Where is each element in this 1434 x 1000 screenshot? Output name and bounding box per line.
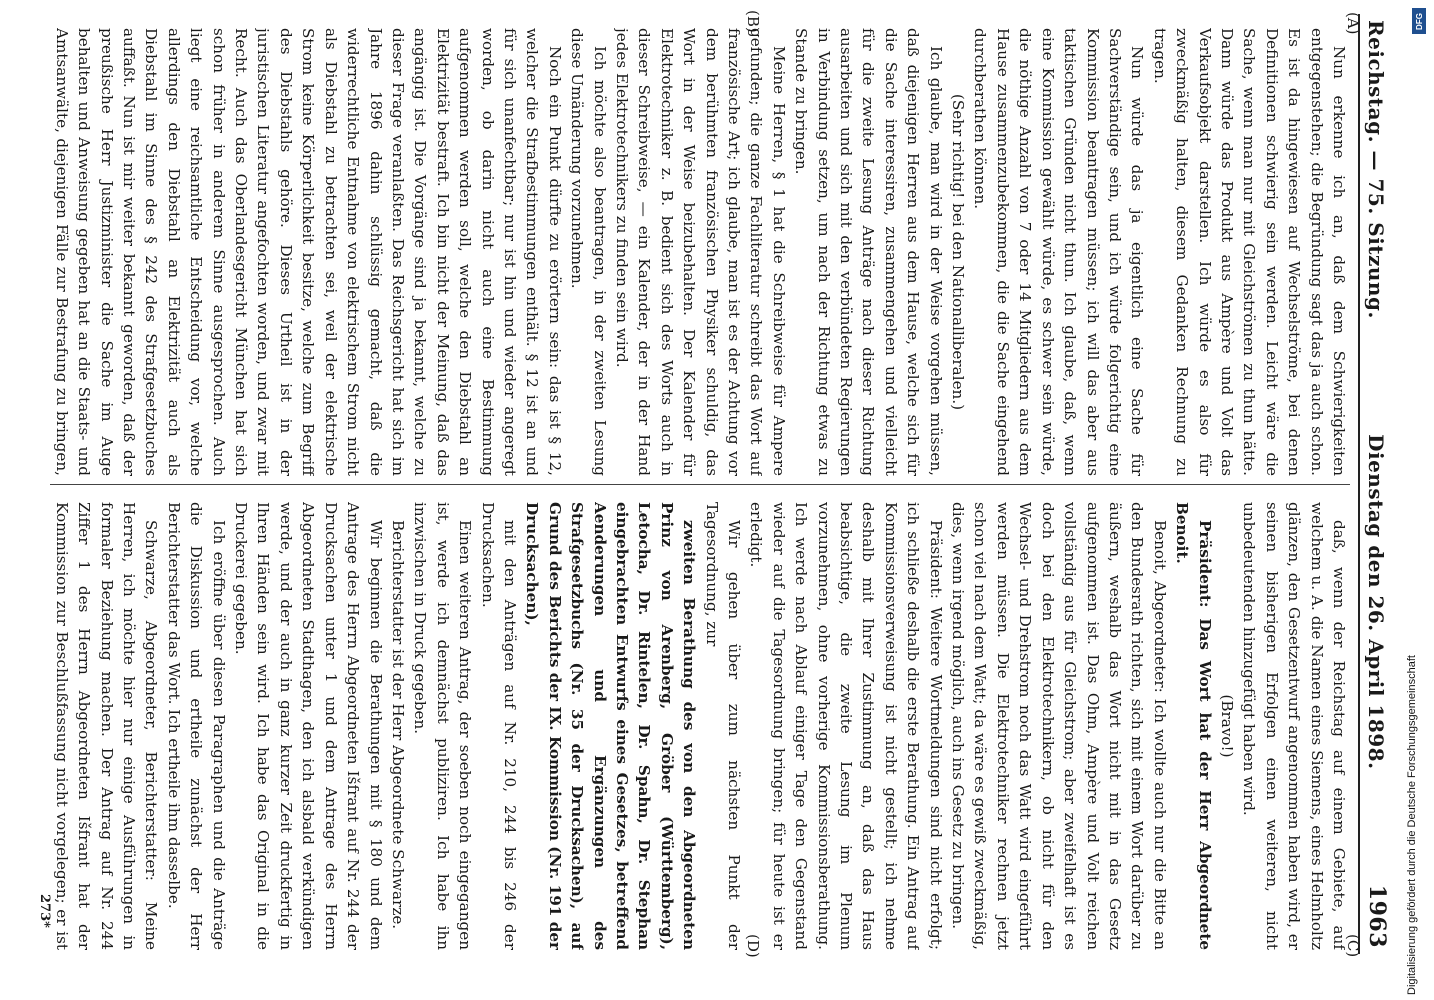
interjection: (Bravo!) (1217, 694, 1236, 758)
paragraph: daß, wenn der Reichstag auf einem Gebiete, auf welchem u. A. die Namen eines Siemens, eines Helmholtz glänzen, den Gesetzentwurf angenommen haben wird, er seinen bisherigen Erfolgen einen weiteren, nicht unbedeutenden hinzugefügt haben wird. (1240, 502, 1348, 950)
paragraph: Wir gehen über zum nächsten Punkt der Tagesordnung, zur (702, 502, 744, 950)
margin-marker-b: (B) (744, 10, 762, 33)
paragraph: mit den Anträgen auf Nr. 210, 244 bis 246 der Drucksachen. (478, 502, 519, 950)
paragraph: Ich möchte also beantragen, in der zweiten Lesung diese Umänderung vorzunehmen. (568, 28, 609, 476)
paragraph: Noch ein Punkt dürfte zu erörtern sein: das ist § 12, welcher die Strafbestimmungen enthält. § 12 ist an und für sich unanfechtbar; nur ist hin und wieder angeregt worden, ob darin nicht auch eine Bestimmung aufgenommen werden soll, welche den Diebstahl an Elektrizität bestraft. Ich bin nicht der Meinung, daß das angängig ist. Die Vorgänge sind ja bekannt, welche zu dieser Frage veranlaßten. Das Reichsgericht hat sich im Jahre 1896 dahin schlüssig gemacht, daß die widerrechtliche Entnahme von elektrischem Strom nicht als Diebstahl zu betrachten sei, weil der elektrische Strom keine Körperlichkeit besitze, welche zum Begriff des Diebstahls gehöre. Dieses Urtheil ist in der juristischen Literatur angefochten worden, und zwar mit Recht. Auch das Oberlandesgericht München hat sich schon früher in anderem Sinne ausgesprochen. Auch liegt eine reichsamtliche Entscheidung vor, welche allerdings den Diebstahl an Elektrizität auch als Diebstahl im Sinne des § 242 des Strafgesetzbuches auffaßt. Nun ist mir weiter bekannt geworden, daß der preußische Herr Justizminister die Sache im Auge behalten und Anweisung gegeben hat an die Staats- und Amtsanwälte, diejenigen Fälle zur Bestrafung zu bringen, (52, 28, 564, 476)
margin-marker-c: (C) (1344, 934, 1362, 958)
margin-marker-d: (D) (744, 934, 762, 958)
paragraph: Präsident: Weitere Wortmeldungen sind nicht erfolgt; ich schließe deshalb die erste Berathung. Ein Antrag auf Kommissionsverweisung ist nicht gestellt; ich nehme deshalb mit Ihrer Zustimmung an, daß das Haus beabsichtige, die zweite Lesung im Plenum vorzunehmen, ohne vorherige Kommissionsberathung. Ich werde nach Ablauf einiger Tage den Gegenstand wieder auf die Tagesordnung bringen; für heute ist er erledigt. (747, 502, 945, 950)
footnote-number: 273* (37, 894, 52, 928)
paragraph: Nun erkenne ich an, daß dem Schwierigkeiten entgegenstehen; die Begründung sagt das ja auch schon. Es ist da hingewiesen auf Wechselströme, bei denen Definitionen schwierig sein werden. Leicht wäre die Sache, wenn man nur mit Gleichströmen zu thun hätte. Dann würde das Produkt aus Ampère und Volt das Verkaufsobjekt darstellen. Ich würde es also für zweckmäßig halten, diesem Gedanken Rechnung zu tragen. (1150, 28, 1348, 476)
paragraph: Schwarze, Abgeordneter, Berichterstatter: Meine Herren, ich möchte hier nur einige Ausführungen in formaler Beziehung machen. Der Antrag auf Nr. 244 Ziffer 1 des Herrn Abgeordneten Išfrant hat der Kommission zur Beschlußfassung nicht vorgelegen; er ist (52, 502, 161, 950)
agenda-item: zweiten Berathung des von den Abgeordneten Prinz von Arenberg, Gröber (Württemberg), Letocha, Dr. Rintelen, Dr. Spahn, Dr. Stephan eingebrachten Entwurfs eines Gesetzes, betreffend Aenderungen und Ergänzungen des Strafgesetzbuchs (Nr. 35 der Drucksachen), auf Grund des Berichts der IX. Kommission (Nr. 191 der Drucksachen), (523, 502, 699, 950)
page-number: 1963 (1364, 884, 1390, 948)
speaker-intro: Präsident: Das Wort hat der Herr Abgeordnete Benoit. (1173, 502, 1214, 950)
paragraph: Benoit, Abgeordneter: Ich wollte auch nur die Bitte an den Bundesrath richten, sich mit einem Wort darüber zu äußern, weshalb das Wort nicht mit in das Gesetz aufgenommen ist. Das Ohm, Ampère und Volt reichen vollständig aus für Gleichstrom; aber zweifelhaft ist es doch bei den Elektrotechnikern, ob nicht für den Wechsel- und Drehstrom noch das Watt wird eingeführt werden müssen. Die Elektrotechniker rechnen jetzt schon viel nach dem Watt; da wäre es gewiß zweckmäßig, dies, wenn irgend möglich, auch ins Gesetz zu bringen. (949, 502, 1169, 950)
paragraph: Berichterstatter ist der Herr Abgeordnete Schwarze. (388, 520, 407, 930)
newspaper-page (22, 10, 1422, 958)
header-date: Dienstag den 26. April 1898. (1364, 434, 1388, 770)
left-column (50, 28, 1350, 476)
paragraph: Ich glaube, man wird in der Weise vorgehen müssen, daß diejenigen Herren aus dem Hause, welche sich für die Sache interessiren, zusammengehen und vielleicht für die zweite Lesung Anträge nach dieser Richtung ausarbeiten und sich mit den verbündeten Regierungen in Verbindung setzen, um nach der Richtung etwas zu Stande zu bringen. (792, 28, 945, 476)
interjection: (Sehr richtig! bei den Nationalliberalen.) (949, 93, 968, 411)
digitization-credit (1406, 10, 1428, 995)
paragraph: Einen weiteren Antrag, der soeben noch eingegangen ist, werde ich demnächst publiziren. Ich habe ihn inzwischen in Druck gegeben. (411, 502, 475, 950)
right-column (50, 502, 1350, 950)
paragraph: Nun würde das ja eigentlich eine Sache für Sachverständige sein, und ich würde folgerichtig eine Kommission beantragen müssen; ich will das aber aus taktischen Gründen nicht thun. Ich glaube, daß, wenn eine Kommission gewählt würde, es schwer sein würde, die nöthige Anzahl von 7 oder 14 Mitgliedern aus dem Hause zusammenzubekommen, die die Sache eingehend durchberathen können. (971, 28, 1147, 476)
dfg-logo: DFG (1412, 8, 1426, 34)
paragraph: Wir beginnen die Berathungen mit § 180 und dem Antrage des Herrn Abgeordneten Išfrant auf Nr. 244 der Drucksachen unter 1 und dem Antrage des Herrn Abgeordneten Stadthagen, den ich alsbald verkündigen werde, und der auch in ganz kurzer Zeit druckfertig in Ihren Händen sein wird. Ich habe das Original in die Druckerei gegeben. (232, 502, 385, 950)
margin-marker-a: (A) (1344, 12, 1362, 35)
paragraph: Meine Herren, § 1 hat die Schreibweise für Ampere gefunden; die ganze Fachliteratur schreibt das Wort auf französische Art; ich glaube, man ist es der Achtung vor dem berühmten französischen Physiker schuldig, das Wort in der Weise beizubehalten. Der Kalender für Elektrotechniker z. B. bedient sich des Worts auch in dieser Schreibweise, — ein Kalender, der in der Hand jedes Elektrotechnikers zu finden sein wird. (613, 28, 788, 476)
credit-text: Digitalisierung gefördert durch die Deutsche Forschungsgemeinschaft (1406, 655, 1418, 995)
header-session: Reichstag. — 75. Sitzung. (1364, 20, 1388, 319)
paragraph: Ich eröffne über diesen Paragraphen und die Anträge die Diskussion und ertheile zunächst der Herr Berichterstatter das Wort. Ich ertheile ihm dasselbe. (164, 502, 228, 950)
column-divider (50, 484, 1350, 485)
